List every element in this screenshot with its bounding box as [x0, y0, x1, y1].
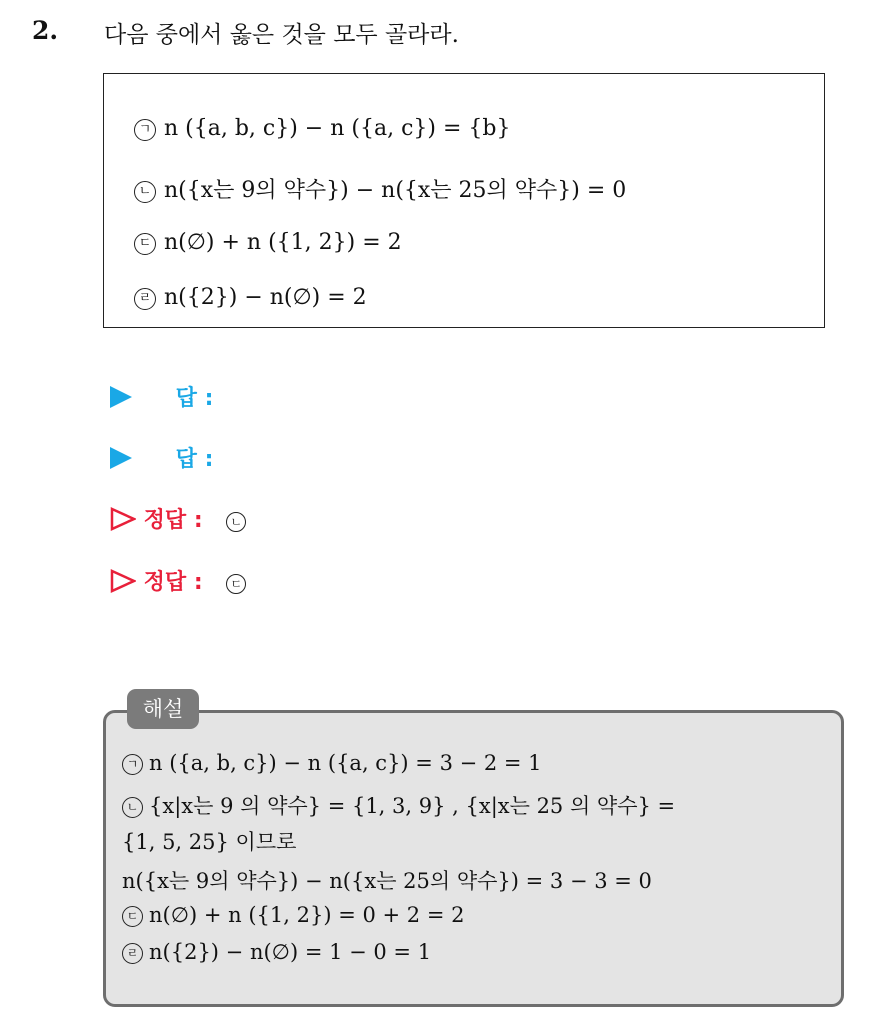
solution-text: {x|x는 9 의 약수} = {1, 3, 9} , {x|x는 25 의 약수} = — [149, 794, 676, 818]
correct-label: 정답 : — [143, 570, 203, 595]
option-1 — [134, 116, 510, 141]
play-triangle-icon — [110, 386, 132, 408]
outline-triangle-icon — [110, 507, 136, 531]
solution-line-2 — [122, 790, 675, 820]
outline-triangle-icon — [110, 569, 136, 593]
answer-label: 답 : — [175, 447, 214, 472]
solution-line-1 — [122, 751, 542, 775]
circled-mark-icon: ㄱ — [122, 754, 143, 775]
circled-mark-icon: ㄷ — [134, 233, 156, 255]
solution-text: n ({a, b, c}) − n ({a, c}) = 3 − 2 = 1 — [149, 751, 542, 775]
circled-mark-icon: ㄷ — [122, 906, 143, 927]
solution-box — [103, 710, 844, 1007]
option-2 — [134, 173, 626, 204]
option-expression: n({x는 9의 약수}) − n({x는 25의 약수}) = 0 — [164, 178, 627, 203]
question-text: 다음 중에서 옳은 것을 모두 골라라. — [104, 22, 459, 48]
answer-label: 답 : — [175, 386, 214, 411]
answer-blank-2 — [110, 442, 213, 473]
options-box — [103, 73, 825, 328]
correct-answer-1 — [110, 503, 246, 534]
solution-text: n({x는 9의 약수}) − n({x는 25의 약수}) = 3 − 3 = 0 — [122, 869, 652, 893]
circled-mark-icon: ㄱ — [134, 119, 156, 141]
circled-mark-icon: ㄷ — [226, 574, 246, 594]
option-4 — [134, 285, 367, 310]
option-expression: n({2}) − n(∅) = 2 — [164, 285, 367, 310]
question-number: 2. — [32, 16, 59, 45]
solution-line-6 — [122, 940, 431, 964]
option-expression: n(∅) + n ({1, 2}) = 2 — [164, 230, 402, 255]
solution-text: n(∅) + n ({1, 2}) = 0 + 2 = 2 — [149, 903, 465, 927]
correct-answer-2 — [110, 565, 246, 596]
solution-line-4 — [122, 865, 652, 895]
answer-blank-1 — [110, 381, 213, 412]
play-triangle-icon — [110, 447, 132, 469]
option-expression: n ({a, b, c}) − n ({a, c}) = {b} — [164, 116, 511, 141]
option-3 — [134, 230, 402, 255]
circled-mark-icon: ㄴ — [122, 797, 143, 818]
circled-mark-icon: ㄴ — [134, 181, 156, 203]
circled-mark-icon: ㄴ — [226, 512, 246, 532]
circled-mark-icon: ㄹ — [122, 943, 143, 964]
solution-line-5 — [122, 903, 464, 927]
correct-label: 정답 : — [143, 508, 203, 533]
solution-text: {1, 5, 25} 이므로 — [122, 830, 297, 854]
circled-mark-icon: ㄹ — [134, 288, 156, 310]
solution-title: 해설 — [127, 689, 199, 729]
solution-text: n({2}) − n(∅) = 1 − 0 = 1 — [149, 940, 432, 964]
solution-line-3 — [122, 826, 296, 856]
